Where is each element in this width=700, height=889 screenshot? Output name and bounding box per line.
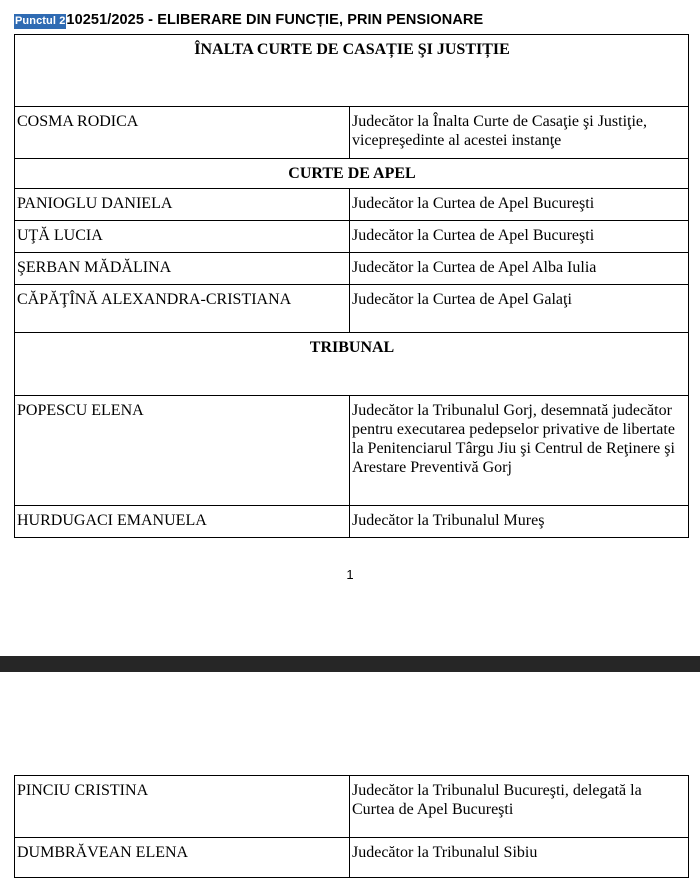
table-row: [15, 107, 689, 159]
judge-name: PANIOGLU DANIELA: [15, 189, 350, 221]
table-row: [15, 285, 689, 333]
page-number: 1: [346, 567, 354, 582]
section-row: [15, 35, 689, 107]
table-row: [15, 221, 689, 253]
judge-position: Judecător la Tribunalul Sibiu: [350, 838, 689, 878]
judge-position: Judecător la Tribunalul Bucureşti, delegată la Curtea de Apel Bucureşti: [350, 776, 689, 838]
heading-highlight: Punctul 2: [15, 15, 66, 27]
table-row: [15, 253, 689, 285]
section-row: [15, 333, 689, 396]
page-separator: [0, 656, 700, 672]
judge-position: Judecător la Curtea de Apel Alba Iulia: [350, 253, 689, 285]
judge-name: PINCIU CRISTINA: [15, 776, 350, 838]
judge-name: COSMA RODICA: [15, 107, 350, 159]
section-title-iccj: ÎNALTA CURTE DE CASAȚIE ŞI JUSTIȚIE: [15, 35, 689, 107]
judges-table-page1: [14, 34, 689, 538]
judge-position: Judecător la Curtea de Apel Bucureşti: [350, 189, 689, 221]
document-heading: [14, 12, 483, 28]
heading-text: 10251/2025 - ELIBERARE DIN FUNCȚIE, PRIN PENSIONARE: [66, 12, 484, 28]
judge-position: Judecător la Înalta Curte de Casaţie şi Justiţie, vicepreşedinte al acestei instanţe: [350, 107, 689, 159]
judge-name: DUMBRĂVEAN ELENA: [15, 838, 350, 878]
judge-position: Judecător la Tribunalul Mureş: [350, 506, 689, 538]
judge-name: UŢĂ LUCIA: [15, 221, 350, 253]
section-title-curte-apel: CURTE DE APEL: [15, 159, 689, 189]
judge-name: ŞERBAN MĂDĂLINA: [15, 253, 350, 285]
judge-position: Judecător la Curtea de Apel Galaţi: [350, 285, 689, 333]
judge-name: CĂPĂŢÎNĂ ALEXANDRA-CRISTIANA: [15, 285, 350, 333]
section-title-tribunal: TRIBUNAL: [15, 333, 689, 396]
judge-name: HURDUGACI EMANUELA: [15, 506, 350, 538]
table-row: [15, 396, 689, 506]
table-row: [15, 776, 689, 838]
section-row: [15, 159, 689, 189]
table-row: [15, 838, 689, 878]
judge-position: Judecător la Curtea de Apel Bucureşti: [350, 221, 689, 253]
judge-name: POPESCU ELENA: [15, 396, 350, 506]
judges-table-page2: [14, 775, 689, 878]
judge-position: Judecător la Tribunalul Gorj, desemnată judecător pentru executarea pedepselor privative de libertate la Penitenciarul Târgu Jiu şi Centrul de Reţinere şi Arestare Preventivă Gorj: [350, 396, 689, 506]
table-row: [15, 189, 689, 221]
table-row: [15, 506, 689, 538]
